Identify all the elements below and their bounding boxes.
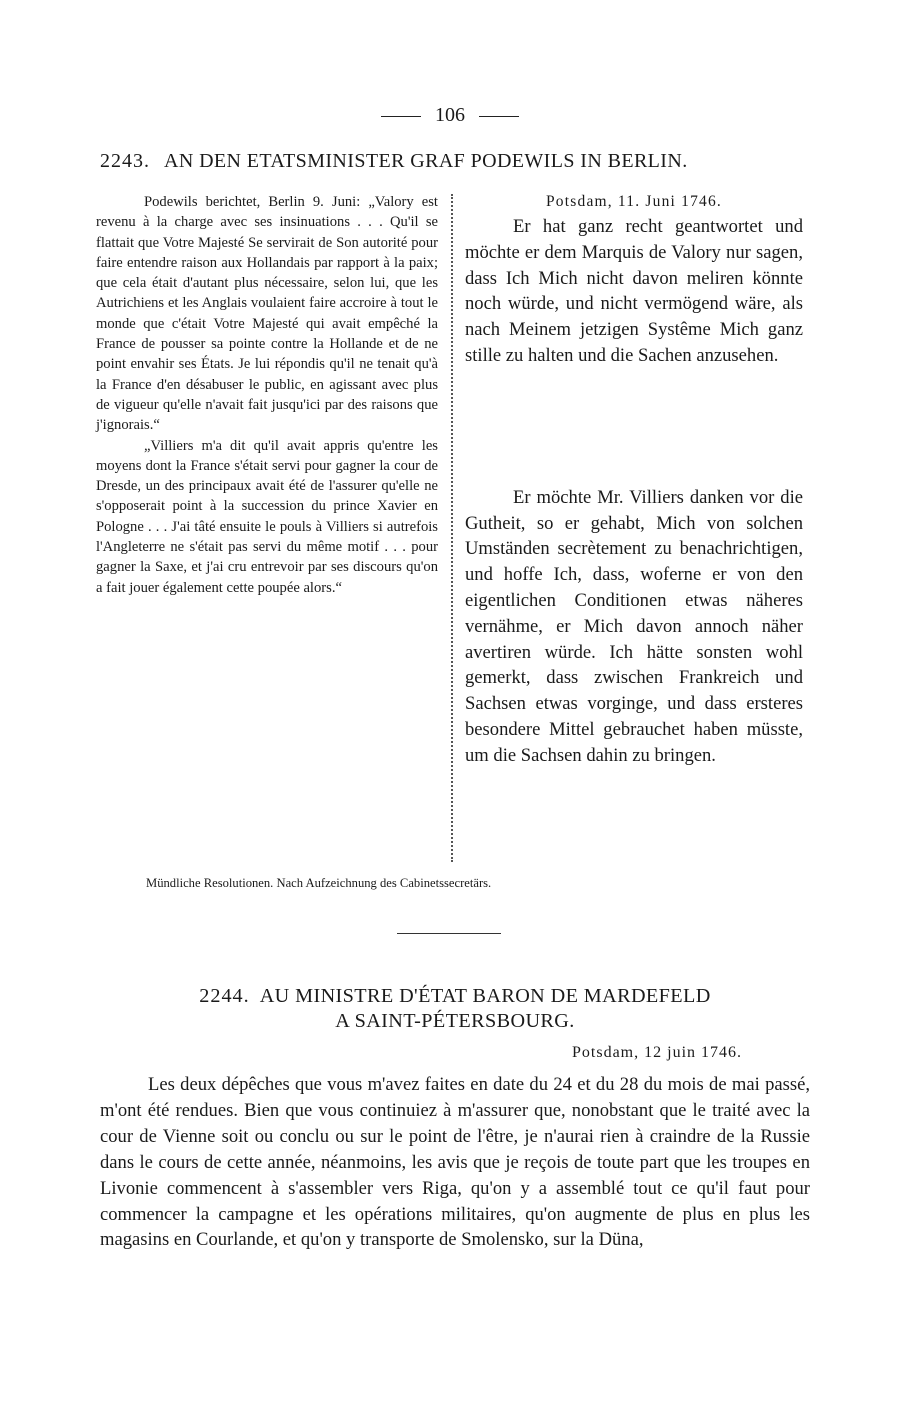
letter-date: Potsdam, 12 juin 1746.	[572, 1044, 743, 1061]
dash-right	[479, 116, 519, 117]
section-2243-title: AN DEN ETATSMINISTER GRAF PODEWILS IN BERLIN.	[164, 150, 688, 172]
source-note: Mündliche Resolutionen. Nach Aufzeichnung des Cabinetssecretärs.	[146, 876, 492, 890]
column-divider	[451, 194, 453, 862]
left-column-report	[96, 192, 438, 598]
resolution-paragraph-1: Er hat ganz recht geantwortet und möchte er dem Marquis de Valory nur sagen, dass Ich Mich nicht davon meliren könnte noch würde, und nicht vermögend wäre, als nach Meinem jetzigen Systême Mich ganz stille zu halten und die Sachen anzusehen.	[465, 216, 803, 366]
section-separator	[397, 933, 501, 934]
section-2243-number: 2243.	[100, 150, 150, 172]
report-paragraph-1: Podewils berichtet, Berlin 9. Juni: „Valory est revenu à la charge avec ses insinuations . . . Qu'il se flattait que Votre Majesté Se servirait de Son autorité pour faire entendre raison aux Hollandais par rapport à la paix; que cela était d'autant plus nécessaire, selon lui, que les Autrichiens et les Anglais voulaient faire accroire à tout le monde que c'était Votre Majesté qui avait empêché la France de pousser sa pointe contre la Hollande et de ne point envahir ses États. Je lui répondis qu'il ne tenait qu'à la France d'en désabuser le public, en agissant avec plus de vigueur qu'elle n'avait fait jusqu'ici par des raisons que j'ignorais.“	[96, 194, 438, 434]
resolution-paragraph-2: Er möchte Mr. Villiers danken vor die Gutheit, so er gehabt, Mich von solchen Umständen secrètement zu benachrichtigen, und hoffe Ich, dass, woferne er von den eigentlichen Conditionen etwas näheres vernähme, er Mich davon annoch näher avertiren würde. Ich hätte sonsten wohl gemerkt, dass zwischen Frankreich und Sachsen etwas vorginge, und dass ersteres besondere Mittel gebrauchet haben müsste, um die Sachsen dahin zu bringen.	[465, 486, 803, 766]
letter-body	[100, 1072, 810, 1253]
page-number	[0, 104, 900, 127]
section-2244-title-line1: AU MINISTRE D'ÉTAT BARON DE MARDEFELD	[259, 985, 711, 1007]
section-2244-heading	[100, 984, 810, 1034]
letter-paragraph: Les deux dépêches que vous m'avez faites en date du 24 et du 28 du mois de mai passé, m'ont été rendues. Bien que vous continuiez à m'assurer que, nonobstant que le traité avec la cour de Vienne soit ou conclu ou sur le point de l'être, je n'aurai rien à craindre de la Russie dans le cours de cette année, néanmoins, les avis que je reçois de toute part que les troupes en Livonie commencent à s'assembler vers Riga, qu'on y a assemblé tout ce qu'il faut pour commencer la campagne et les opérations militaires, qu'on augmente de plus en plus les magasins en Courlande, et qu'on y transporte de Smolensko, sur la Düna,	[100, 1074, 810, 1251]
section-2243-heading	[100, 150, 810, 173]
report-paragraph-2: „Villiers m'a dit qu'il avait appris qu'entre les moyens dont la France s'était servi pour gagner la cour de Dresde, un des principaux avait été de l'assurer qu'elle ne s'opposerait point à la succession du prince Xavier en Pologne . . . J'ai tâté ensuite le pouls à Villiers si autrefois l'Angleterre ne s'était pas servi du même motif . . . pour gagner la Saxe, et j'ai cru entrevoir par ses discours qu'on a fait jouer également cette poupée alors.“	[96, 437, 438, 596]
resolution-date: Potsdam, 11. Juni 1746.	[545, 193, 722, 210]
right-column-resolution	[465, 190, 803, 769]
section-2244-number: 2244.	[199, 985, 250, 1007]
dash-left	[381, 116, 421, 117]
page-number-text: 106	[435, 104, 465, 126]
section-2244-title-line2: A SAINT-PÉTERSBOURG.	[335, 1010, 575, 1032]
